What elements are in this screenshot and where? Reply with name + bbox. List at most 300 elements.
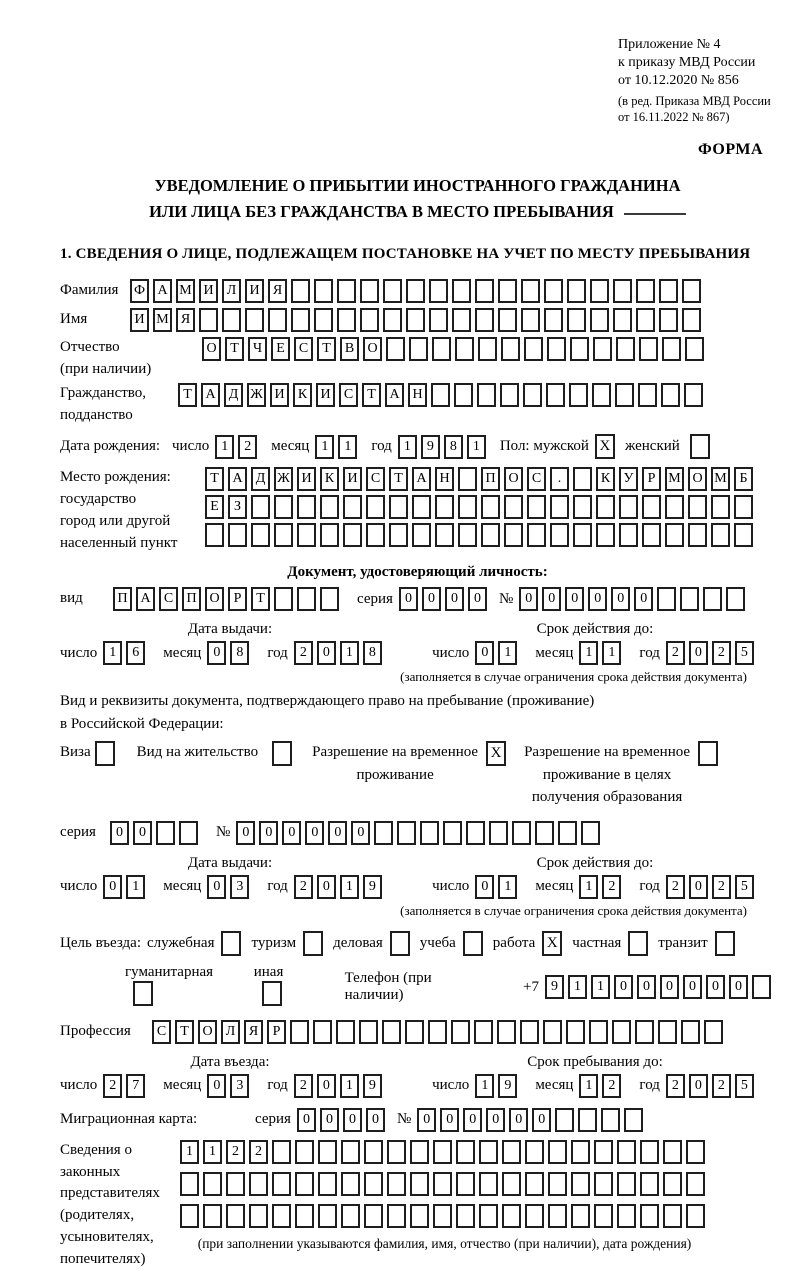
char-box[interactable]: 2 — [712, 641, 731, 665]
char-box[interactable] — [475, 308, 494, 332]
char-box[interactable] — [433, 1172, 452, 1196]
char-box[interactable] — [475, 279, 494, 303]
char-box[interactable]: 2 — [294, 875, 313, 899]
char-box[interactable]: 0 — [565, 587, 584, 611]
char-box[interactable] — [251, 523, 270, 547]
char-box[interactable] — [636, 279, 655, 303]
char-box[interactable] — [420, 821, 439, 845]
char-box[interactable] — [320, 587, 339, 611]
char-box[interactable] — [412, 523, 431, 547]
char-box[interactable] — [245, 308, 264, 332]
char-box[interactable]: 0 — [588, 587, 607, 611]
char-box[interactable] — [711, 523, 730, 547]
char-box[interactable]: 0 — [207, 641, 226, 665]
char-box[interactable] — [504, 523, 523, 547]
char-box[interactable]: Т — [205, 467, 224, 491]
char-box[interactable] — [596, 523, 615, 547]
char-box[interactable] — [387, 1172, 406, 1196]
char-box[interactable]: А — [153, 279, 172, 303]
char-box[interactable] — [251, 495, 270, 519]
char-box[interactable] — [364, 1140, 383, 1164]
char-box[interactable] — [455, 337, 474, 361]
char-box[interactable]: Е — [271, 337, 290, 361]
char-box[interactable] — [341, 1172, 360, 1196]
char-box[interactable]: 0 — [634, 587, 653, 611]
char-box[interactable] — [451, 1020, 470, 1044]
char-box[interactable]: 1 — [591, 975, 610, 999]
char-box[interactable] — [228, 523, 247, 547]
char-box[interactable] — [639, 337, 658, 361]
char-box[interactable] — [594, 1204, 613, 1228]
char-box[interactable]: 0 — [729, 975, 748, 999]
char-box[interactable] — [429, 308, 448, 332]
char-box[interactable] — [661, 383, 680, 407]
char-box[interactable] — [504, 495, 523, 519]
char-box[interactable] — [571, 1172, 590, 1196]
char-box[interactable]: 5 — [735, 641, 754, 665]
char-box[interactable]: А — [385, 383, 404, 407]
char-box[interactable]: . — [550, 467, 569, 491]
char-box[interactable]: 0 — [660, 975, 679, 999]
char-box[interactable] — [558, 821, 577, 845]
char-box[interactable] — [567, 279, 586, 303]
char-box[interactable] — [274, 495, 293, 519]
char-box[interactable] — [454, 383, 473, 407]
char-box[interactable]: 0 — [297, 1108, 316, 1132]
char-box[interactable]: Т — [389, 467, 408, 491]
char-box[interactable]: 8 — [363, 641, 382, 665]
char-box[interactable]: 0 — [320, 1108, 339, 1132]
char-box[interactable]: 0 — [614, 975, 633, 999]
char-box[interactable]: 2 — [712, 1074, 731, 1098]
char-box[interactable]: 0 — [317, 1074, 336, 1098]
char-box[interactable]: И — [270, 383, 289, 407]
char-box[interactable]: Ф — [130, 279, 149, 303]
char-box[interactable]: К — [596, 467, 615, 491]
char-box[interactable] — [249, 1204, 268, 1228]
char-box[interactable]: Н — [408, 383, 427, 407]
char-box[interactable] — [431, 383, 450, 407]
char-box[interactable]: 0 — [475, 875, 494, 899]
char-box[interactable] — [205, 523, 224, 547]
char-box[interactable] — [406, 279, 425, 303]
char-box[interactable] — [337, 279, 356, 303]
char-box[interactable]: Л — [222, 279, 241, 303]
char-box[interactable] — [274, 523, 293, 547]
char-box[interactable] — [546, 383, 565, 407]
char-box[interactable] — [617, 1204, 636, 1228]
char-box[interactable] — [498, 308, 517, 332]
char-box[interactable] — [405, 1020, 424, 1044]
char-box[interactable]: К — [293, 383, 312, 407]
char-box[interactable] — [543, 1020, 562, 1044]
char-box[interactable] — [550, 523, 569, 547]
char-box[interactable]: Б — [734, 467, 753, 491]
char-box[interactable] — [272, 1140, 291, 1164]
char-box[interactable]: 1 — [338, 435, 357, 459]
char-box[interactable] — [295, 1172, 314, 1196]
char-box[interactable] — [364, 1204, 383, 1228]
char-box[interactable]: 2 — [666, 875, 685, 899]
char-box[interactable]: 5 — [735, 1074, 754, 1098]
char-box[interactable] — [314, 279, 333, 303]
char-box[interactable]: 0 — [463, 1108, 482, 1132]
char-box[interactable]: 0 — [637, 975, 656, 999]
char-box[interactable] — [382, 1020, 401, 1044]
char-box[interactable] — [663, 1204, 682, 1228]
char-box[interactable]: 0 — [328, 821, 347, 845]
char-box[interactable] — [180, 1204, 199, 1228]
char-box[interactable] — [397, 821, 416, 845]
char-box[interactable]: 0 — [207, 1074, 226, 1098]
char-box[interactable]: 1 — [215, 435, 234, 459]
char-box[interactable] — [295, 1204, 314, 1228]
char-box[interactable] — [524, 337, 543, 361]
char-box[interactable] — [180, 1172, 199, 1196]
char-box[interactable] — [452, 279, 471, 303]
char-box[interactable]: К — [320, 467, 339, 491]
char-box[interactable] — [619, 523, 638, 547]
char-box[interactable]: 1 — [498, 875, 517, 899]
char-box[interactable]: 2 — [249, 1140, 268, 1164]
char-box[interactable] — [680, 587, 699, 611]
char-box[interactable]: 9 — [363, 875, 382, 899]
char-box[interactable]: 1 — [103, 641, 122, 665]
char-box[interactable]: А — [228, 467, 247, 491]
char-box[interactable] — [456, 1204, 475, 1228]
char-box[interactable] — [525, 1204, 544, 1228]
char-box[interactable]: 9 — [421, 435, 440, 459]
char-box[interactable] — [156, 821, 175, 845]
char-box[interactable]: 1 — [340, 875, 359, 899]
char-box[interactable] — [640, 1204, 659, 1228]
char-box[interactable] — [571, 1204, 590, 1228]
char-box[interactable]: 2 — [103, 1074, 122, 1098]
char-box[interactable] — [314, 308, 333, 332]
char-box[interactable]: 2 — [294, 1074, 313, 1098]
char-box[interactable] — [318, 1172, 337, 1196]
char-box[interactable]: 0 — [103, 875, 122, 899]
char-box[interactable] — [594, 1140, 613, 1164]
temp-residence-education-checkbox[interactable] — [698, 741, 718, 766]
char-box[interactable]: 0 — [706, 975, 725, 999]
char-box[interactable]: М — [711, 467, 730, 491]
char-box[interactable]: И — [199, 279, 218, 303]
char-box[interactable]: И — [297, 467, 316, 491]
char-box[interactable]: 0 — [475, 641, 494, 665]
char-box[interactable] — [337, 308, 356, 332]
char-box[interactable] — [703, 587, 722, 611]
char-box[interactable] — [458, 467, 477, 491]
char-box[interactable]: Т — [175, 1020, 194, 1044]
char-box[interactable] — [635, 1020, 654, 1044]
char-box[interactable]: У — [619, 467, 638, 491]
char-box[interactable] — [313, 1020, 332, 1044]
char-box[interactable]: 1 — [602, 641, 621, 665]
char-box[interactable] — [548, 1172, 567, 1196]
char-box[interactable]: 0 — [305, 821, 324, 845]
char-box[interactable] — [226, 1172, 245, 1196]
char-box[interactable]: 2 — [712, 875, 731, 899]
char-box[interactable]: 1 — [579, 875, 598, 899]
char-box[interactable] — [535, 821, 554, 845]
char-box[interactable] — [274, 587, 293, 611]
char-box[interactable] — [593, 337, 612, 361]
char-box[interactable]: П — [113, 587, 132, 611]
char-box[interactable]: 2 — [602, 1074, 621, 1098]
char-box[interactable] — [502, 1204, 521, 1228]
char-box[interactable]: С — [366, 467, 385, 491]
char-box[interactable] — [341, 1140, 360, 1164]
char-box[interactable] — [500, 383, 519, 407]
char-box[interactable] — [573, 495, 592, 519]
char-box[interactable] — [272, 1204, 291, 1228]
char-box[interactable] — [657, 587, 676, 611]
char-box[interactable] — [663, 1172, 682, 1196]
char-box[interactable]: 1 — [203, 1140, 222, 1164]
char-box[interactable] — [318, 1140, 337, 1164]
char-box[interactable] — [386, 337, 405, 361]
char-box[interactable] — [688, 495, 707, 519]
char-box[interactable] — [428, 1020, 447, 1044]
char-box[interactable] — [443, 821, 462, 845]
char-box[interactable]: 2 — [294, 641, 313, 665]
char-box[interactable]: 9 — [545, 975, 564, 999]
char-box[interactable] — [456, 1172, 475, 1196]
char-box[interactable] — [578, 1108, 597, 1132]
char-box[interactable]: 1 — [579, 641, 598, 665]
char-box[interactable] — [383, 279, 402, 303]
char-box[interactable] — [521, 308, 540, 332]
char-box[interactable] — [360, 279, 379, 303]
char-box[interactable] — [406, 308, 425, 332]
char-box[interactable]: О — [504, 467, 523, 491]
char-box[interactable]: Ж — [247, 383, 266, 407]
char-box[interactable]: 0 — [422, 587, 441, 611]
char-box[interactable]: 3 — [230, 1074, 249, 1098]
char-box[interactable]: 0 — [317, 875, 336, 899]
char-box[interactable] — [544, 308, 563, 332]
char-box[interactable] — [527, 523, 546, 547]
char-box[interactable] — [226, 1204, 245, 1228]
char-box[interactable]: Я — [268, 279, 287, 303]
char-box[interactable] — [638, 383, 657, 407]
char-box[interactable] — [624, 1108, 643, 1132]
char-box[interactable]: 0 — [399, 587, 418, 611]
char-box[interactable] — [410, 1140, 429, 1164]
char-box[interactable] — [409, 337, 428, 361]
char-box[interactable] — [389, 495, 408, 519]
char-box[interactable] — [663, 1140, 682, 1164]
char-box[interactable]: 1 — [579, 1074, 598, 1098]
purpose-tourism-checkbox[interactable] — [303, 931, 323, 956]
char-box[interactable]: И — [130, 308, 149, 332]
char-box[interactable] — [433, 1204, 452, 1228]
char-box[interactable]: Т — [362, 383, 381, 407]
char-box[interactable] — [589, 1020, 608, 1044]
char-box[interactable] — [295, 1140, 314, 1164]
char-box[interactable]: 7 — [126, 1074, 145, 1098]
char-box[interactable] — [343, 495, 362, 519]
char-box[interactable]: 0 — [611, 587, 630, 611]
char-box[interactable]: 2 — [666, 1074, 685, 1098]
char-box[interactable]: 0 — [366, 1108, 385, 1132]
char-box[interactable] — [548, 1204, 567, 1228]
char-box[interactable] — [686, 1140, 705, 1164]
char-box[interactable] — [601, 1108, 620, 1132]
char-box[interactable] — [199, 308, 218, 332]
char-box[interactable]: 5 — [735, 875, 754, 899]
char-box[interactable]: Т — [317, 337, 336, 361]
char-box[interactable]: 0 — [468, 587, 487, 611]
char-box[interactable] — [520, 1020, 539, 1044]
purpose-business-checkbox[interactable] — [390, 931, 410, 956]
char-box[interactable] — [502, 1140, 521, 1164]
char-box[interactable] — [642, 495, 661, 519]
purpose-private-checkbox[interactable] — [628, 931, 648, 956]
char-box[interactable]: Я — [244, 1020, 263, 1044]
char-box[interactable]: 2 — [238, 435, 257, 459]
char-box[interactable] — [429, 279, 448, 303]
char-box[interactable] — [686, 1172, 705, 1196]
char-box[interactable]: 1 — [568, 975, 587, 999]
char-box[interactable] — [527, 495, 546, 519]
char-box[interactable] — [452, 308, 471, 332]
char-box[interactable] — [456, 1140, 475, 1164]
sex-male-checkbox[interactable]: X — [595, 434, 615, 459]
char-box[interactable]: С — [527, 467, 546, 491]
char-box[interactable] — [479, 1140, 498, 1164]
char-box[interactable]: Л — [221, 1020, 240, 1044]
char-box[interactable] — [613, 279, 632, 303]
char-box[interactable] — [383, 308, 402, 332]
char-box[interactable] — [658, 1020, 677, 1044]
char-box[interactable]: П — [182, 587, 201, 611]
char-box[interactable]: 0 — [689, 875, 708, 899]
char-box[interactable] — [619, 495, 638, 519]
char-box[interactable]: 0 — [236, 821, 255, 845]
char-box[interactable] — [272, 1172, 291, 1196]
char-box[interactable] — [498, 279, 517, 303]
char-box[interactable] — [615, 383, 634, 407]
char-box[interactable] — [364, 1172, 383, 1196]
char-box[interactable] — [686, 1204, 705, 1228]
char-box[interactable] — [435, 495, 454, 519]
char-box[interactable] — [640, 1140, 659, 1164]
char-box[interactable]: 0 — [440, 1108, 459, 1132]
char-box[interactable]: Д — [251, 467, 270, 491]
char-box[interactable] — [640, 1172, 659, 1196]
char-box[interactable] — [573, 523, 592, 547]
char-box[interactable] — [458, 495, 477, 519]
char-box[interactable]: М — [176, 279, 195, 303]
char-box[interactable] — [617, 1140, 636, 1164]
char-box[interactable] — [387, 1140, 406, 1164]
char-box[interactable]: 0 — [689, 1074, 708, 1098]
char-box[interactable] — [481, 495, 500, 519]
char-box[interactable] — [291, 279, 310, 303]
char-box[interactable] — [412, 495, 431, 519]
char-box[interactable] — [435, 523, 454, 547]
purpose-work-checkbox[interactable]: X — [542, 931, 562, 956]
char-box[interactable]: 0 — [317, 641, 336, 665]
char-box[interactable]: 9 — [498, 1074, 517, 1098]
char-box[interactable] — [684, 383, 703, 407]
char-box[interactable]: 0 — [509, 1108, 528, 1132]
char-box[interactable] — [573, 467, 592, 491]
char-box[interactable]: 0 — [532, 1108, 551, 1132]
char-box[interactable]: 1 — [498, 641, 517, 665]
char-box[interactable] — [343, 523, 362, 547]
char-box[interactable] — [590, 279, 609, 303]
char-box[interactable]: 9 — [363, 1074, 382, 1098]
char-box[interactable] — [297, 523, 316, 547]
char-box[interactable]: 0 — [207, 875, 226, 899]
char-box[interactable]: 0 — [343, 1108, 362, 1132]
char-box[interactable]: 1 — [398, 435, 417, 459]
char-box[interactable] — [336, 1020, 355, 1044]
char-box[interactable] — [320, 495, 339, 519]
char-box[interactable] — [581, 821, 600, 845]
purpose-official-checkbox[interactable] — [221, 931, 241, 956]
char-box[interactable]: 0 — [519, 587, 538, 611]
char-box[interactable] — [555, 1108, 574, 1132]
char-box[interactable] — [268, 308, 287, 332]
char-box[interactable]: О — [205, 587, 224, 611]
char-box[interactable] — [616, 337, 635, 361]
char-box[interactable] — [596, 495, 615, 519]
char-box[interactable]: П — [481, 467, 500, 491]
char-box[interactable] — [682, 308, 701, 332]
char-box[interactable]: Р — [642, 467, 661, 491]
char-box[interactable]: И — [343, 467, 362, 491]
char-box[interactable]: В — [340, 337, 359, 361]
char-box[interactable] — [521, 279, 540, 303]
char-box[interactable] — [548, 1140, 567, 1164]
char-box[interactable] — [544, 279, 563, 303]
char-box[interactable] — [525, 1140, 544, 1164]
char-box[interactable] — [525, 1172, 544, 1196]
purpose-transit-checkbox[interactable] — [715, 931, 735, 956]
char-box[interactable]: С — [159, 587, 178, 611]
char-box[interactable]: 0 — [445, 587, 464, 611]
char-box[interactable]: О — [363, 337, 382, 361]
char-box[interactable]: И — [316, 383, 335, 407]
char-box[interactable]: С — [152, 1020, 171, 1044]
char-box[interactable] — [318, 1204, 337, 1228]
char-box[interactable]: 1 — [467, 435, 486, 459]
char-box[interactable]: И — [245, 279, 264, 303]
char-box[interactable] — [497, 1020, 516, 1044]
char-box[interactable] — [249, 1172, 268, 1196]
char-box[interactable]: А — [412, 467, 431, 491]
char-box[interactable]: М — [665, 467, 684, 491]
char-box[interactable] — [320, 523, 339, 547]
char-box[interactable]: Е — [205, 495, 224, 519]
char-box[interactable] — [359, 1020, 378, 1044]
char-box[interactable]: 1 — [340, 641, 359, 665]
char-box[interactable] — [571, 1140, 590, 1164]
char-box[interactable] — [291, 308, 310, 332]
char-box[interactable]: Д — [224, 383, 243, 407]
char-box[interactable] — [432, 337, 451, 361]
temp-residence-checkbox[interactable]: X — [486, 741, 506, 766]
char-box[interactable] — [566, 1020, 585, 1044]
char-box[interactable] — [570, 337, 589, 361]
char-box[interactable]: 0 — [486, 1108, 505, 1132]
char-box[interactable] — [290, 1020, 309, 1044]
char-box[interactable] — [502, 1172, 521, 1196]
